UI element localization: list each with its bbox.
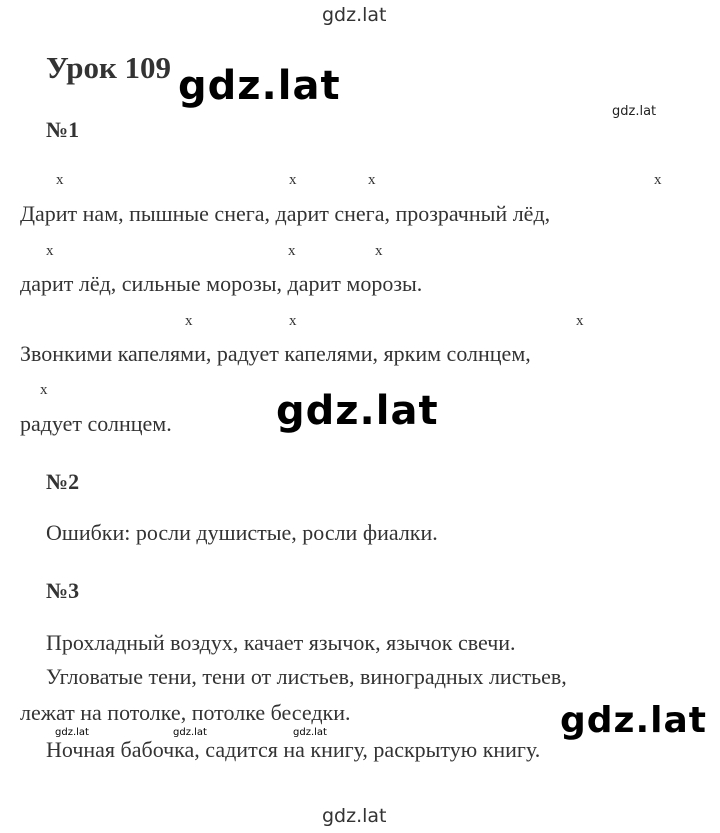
watermark-tiny: gdz.lat	[55, 727, 89, 738]
task-3-line: Прохладный воздух, качает язычок, язычок свечи.	[46, 630, 516, 655]
watermark-large: gdz.lat	[276, 388, 439, 434]
lesson-title: Урок 109	[46, 50, 172, 85]
stress-mark: x	[56, 172, 64, 188]
stress-mark: x	[375, 243, 383, 259]
watermark-bottom: gdz.lat	[322, 805, 387, 827]
task-3-line: Ночная бабочка, садится на книгу, раскрытую книгу.	[46, 737, 541, 762]
stress-mark: x	[46, 243, 54, 259]
watermark-large: gdz.lat	[560, 700, 708, 741]
stress-mark: x	[576, 313, 584, 329]
watermark-large: gdz.lat	[178, 63, 341, 109]
task-2-text: Ошибки: росли душистые, росли фиалки.	[46, 520, 438, 545]
stress-mark: x	[289, 172, 297, 188]
task-1-line: дарит лёд, сильные морозы, дарит морозы.	[20, 271, 423, 296]
stress-mark: x	[40, 382, 48, 398]
task-1-line: радует солнцем.	[20, 411, 172, 436]
stress-mark: x	[288, 243, 296, 259]
task-1-line: Звонкими капелями, радует капелями, ярким солнцем,	[20, 341, 531, 366]
task-3-line: лежат на потолке, потолке беседки.	[20, 700, 351, 725]
stress-mark: x	[289, 313, 297, 329]
stress-mark: x	[185, 313, 193, 329]
watermark-tiny: gdz.lat	[173, 727, 207, 738]
watermark-small: gdz.lat	[612, 104, 657, 119]
task-1-number: №1	[46, 117, 80, 142]
stress-mark: x	[368, 172, 376, 188]
stress-mark: x	[654, 172, 662, 188]
task-1-line: Дарит нам, пышные снега, дарит снега, прозрачный лёд,	[20, 201, 551, 226]
task-3-line: Угловатые тени, тени от листьев, виноградных листьев,	[46, 664, 567, 689]
task-3-number: №3	[46, 578, 80, 603]
task-2-number: №2	[46, 469, 80, 494]
watermark-tiny: gdz.lat	[293, 727, 327, 738]
watermark-top: gdz.lat	[322, 4, 387, 26]
